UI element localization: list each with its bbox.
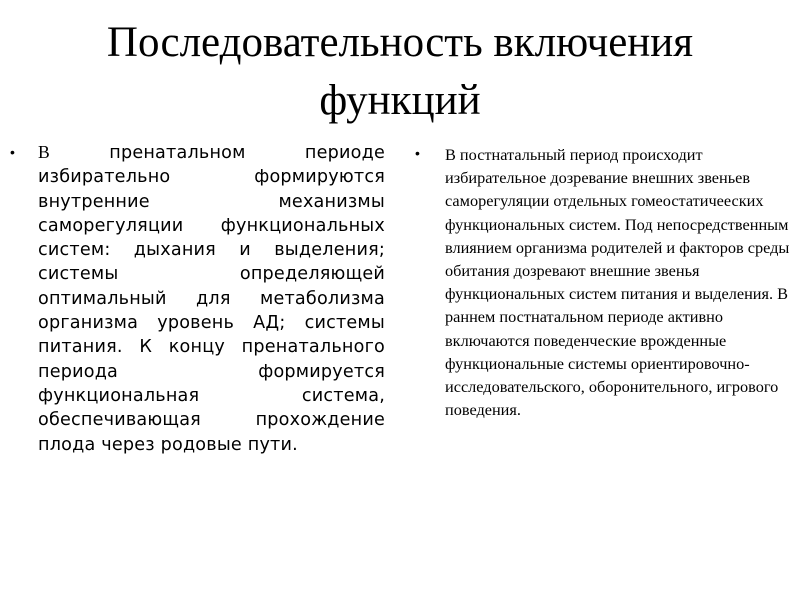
left-column xyxy=(10,140,385,457)
slide-title xyxy=(0,14,800,130)
prenatal-text: пренатальном периоде избирательно формируются внутренние механизмы саморегуляции функциональных систем: дыхания и выделения; системы определяющей оптимальный для метаболизма организма уровень АД; системы питания. К концу пренатального периода формируется функциональная система, обеспечивающая прохождение плода через родовые пути. xyxy=(38,143,385,455)
postnatal-paragraph: В постнатальный период происходит избирательное дозревание внешних звеньев саморегуляции отдельных гомеостатичееских функциональных систем. Под непосредственным влиянием организма родителей и факторов среды обитания дозревают внешние звенья функциональных систем питания и выделения. В раннем постнатальном периоде активно включаются поведенческие врожденные функциональные системы ориентировочно-исследовательского, оборонительного, игрового поведения. xyxy=(445,145,790,420)
bullet-icon: • xyxy=(10,144,15,160)
prenatal-paragraph xyxy=(38,140,385,457)
slide-title-line-1: Последовательность включения xyxy=(106,19,694,66)
bullet-icon: • xyxy=(415,145,420,161)
prenatal-first-word: В xyxy=(38,142,50,162)
right-column xyxy=(415,143,793,421)
slide-title-line-2: функций xyxy=(319,77,481,124)
